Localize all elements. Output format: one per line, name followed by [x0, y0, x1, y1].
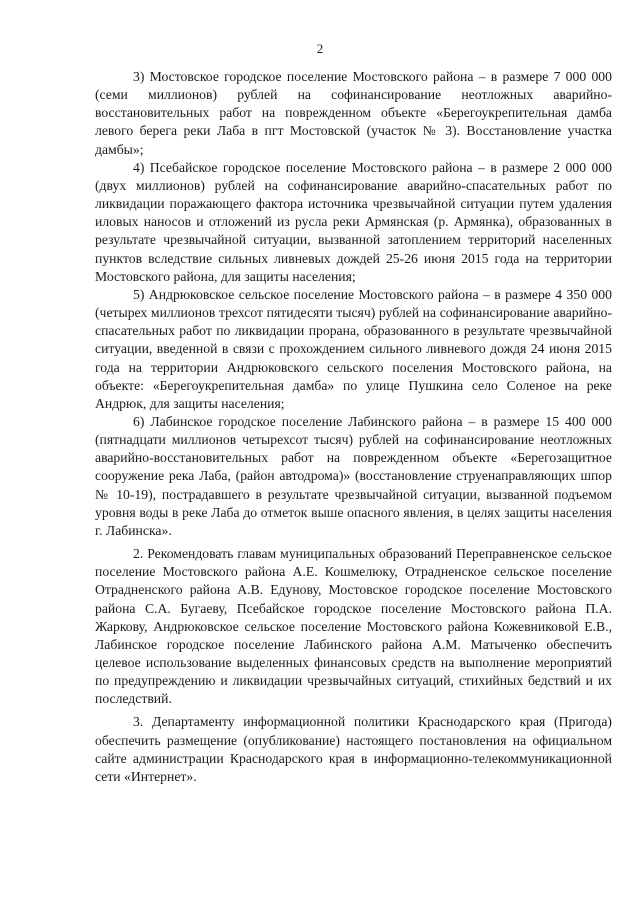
paragraph-item-5: 5) Андрюковское сельское поселение Мостовского района – в размере 4 350 000 (четырех миллионов трехсот пятидесяти тысяч) рублей на софинансирование аварийно-спасательных работ по ликвидации прорана, образованного в результате чрезвычайной ситуации, введенной в связи с прохождением сильного ливневого дождя 24 июня 2015 года на территории Андрюковского сельского поселения Мостовского района, на объекте: «Берегоукрепительная дамба» по улице Пушкина село Соленое на реке Андрюк, для защиты населения;: [95, 286, 612, 411]
paragraph-point-3: 3. Департаменту информационной политики Краснодарского края (Пригода) обеспечить размещение (опубликование) настоящего постановления на официальном сайте администрации Краснодарского края в информационно-телекоммуникационной сети «Интернет».: [95, 714, 612, 784]
paragraph-item-3: 3) Мостовское городское поселение Мостовского района – в размере 7 000 000 (семи миллионов) рублей на софинансирование неотложных аварийно-восстановительных работ на поврежденном объекте «Берегоукрепительная дамба левого берега реки Лаба в пгт Мостовской (участок № 3). Восстановление участка дамбы»;: [95, 69, 612, 157]
document-body: [95, 68, 612, 786]
paragraph-item-6: 6) Лабинское городское поселение Лабинского района – в размере 15 400 000 (пятнадцати миллионов четырехсот тысяч) рублей на софинансирование неотложных аварийно-восстановительных работ на поврежденном объекте «Берегозащитное сооружение река Лаба, (район автодрома)» (восстановление струенаправляющих шпор № 10-19), пострадавшего в результате чрезвычайной ситуации, вызванной подъемом уровня воды в реке Лаба до отметок выше опасного явления, в целях защиты населения г. Лабинска».: [95, 413, 612, 538]
paragraph-point-2: 2. Рекомендовать главам муниципальных образований Переправненское сельское поселение Мостовского района А.Е. Кошмелюку, Отрадненское сельское поселение Отрадненского района А.В. Едунову, Мостовское городское поселение Мостовского района С.А. Бугаеву, Псебайское городское поселение Мостовского района П.А. Жаркову, Андрюковское сельское поселение Мостовского района Кожевниковой Е.В., Лабинское городское поселение Лабинского района А.М. Матыченко обеспечить целевое использование выделенных финансовых средств на выполнение мероприятий по предупреждению и ликвидации чрезвычайных ситуаций, стихийных бедствий и их последствий.: [95, 546, 612, 707]
page-number: 2: [316, 41, 324, 56]
paragraph-item-4: 4) Псебайское городское поселение Мостовского района – в размере 2 000 000 (двух миллионов) рублей на софинансирование аварийно-спасательных работ по ликвидации поражающего фактора источника чрезвычайной ситуации путем удаления иловых наносов и отложений из русла реки Армянская (р. Армянка), образованных в результате чрезвычайной ситуации, вызванной затоплением территорий населенных пунктов вследствие сильных ливневых дождей 25-26 июня 2015 года на территории Мостовского района, для защиты населения;: [95, 159, 612, 284]
